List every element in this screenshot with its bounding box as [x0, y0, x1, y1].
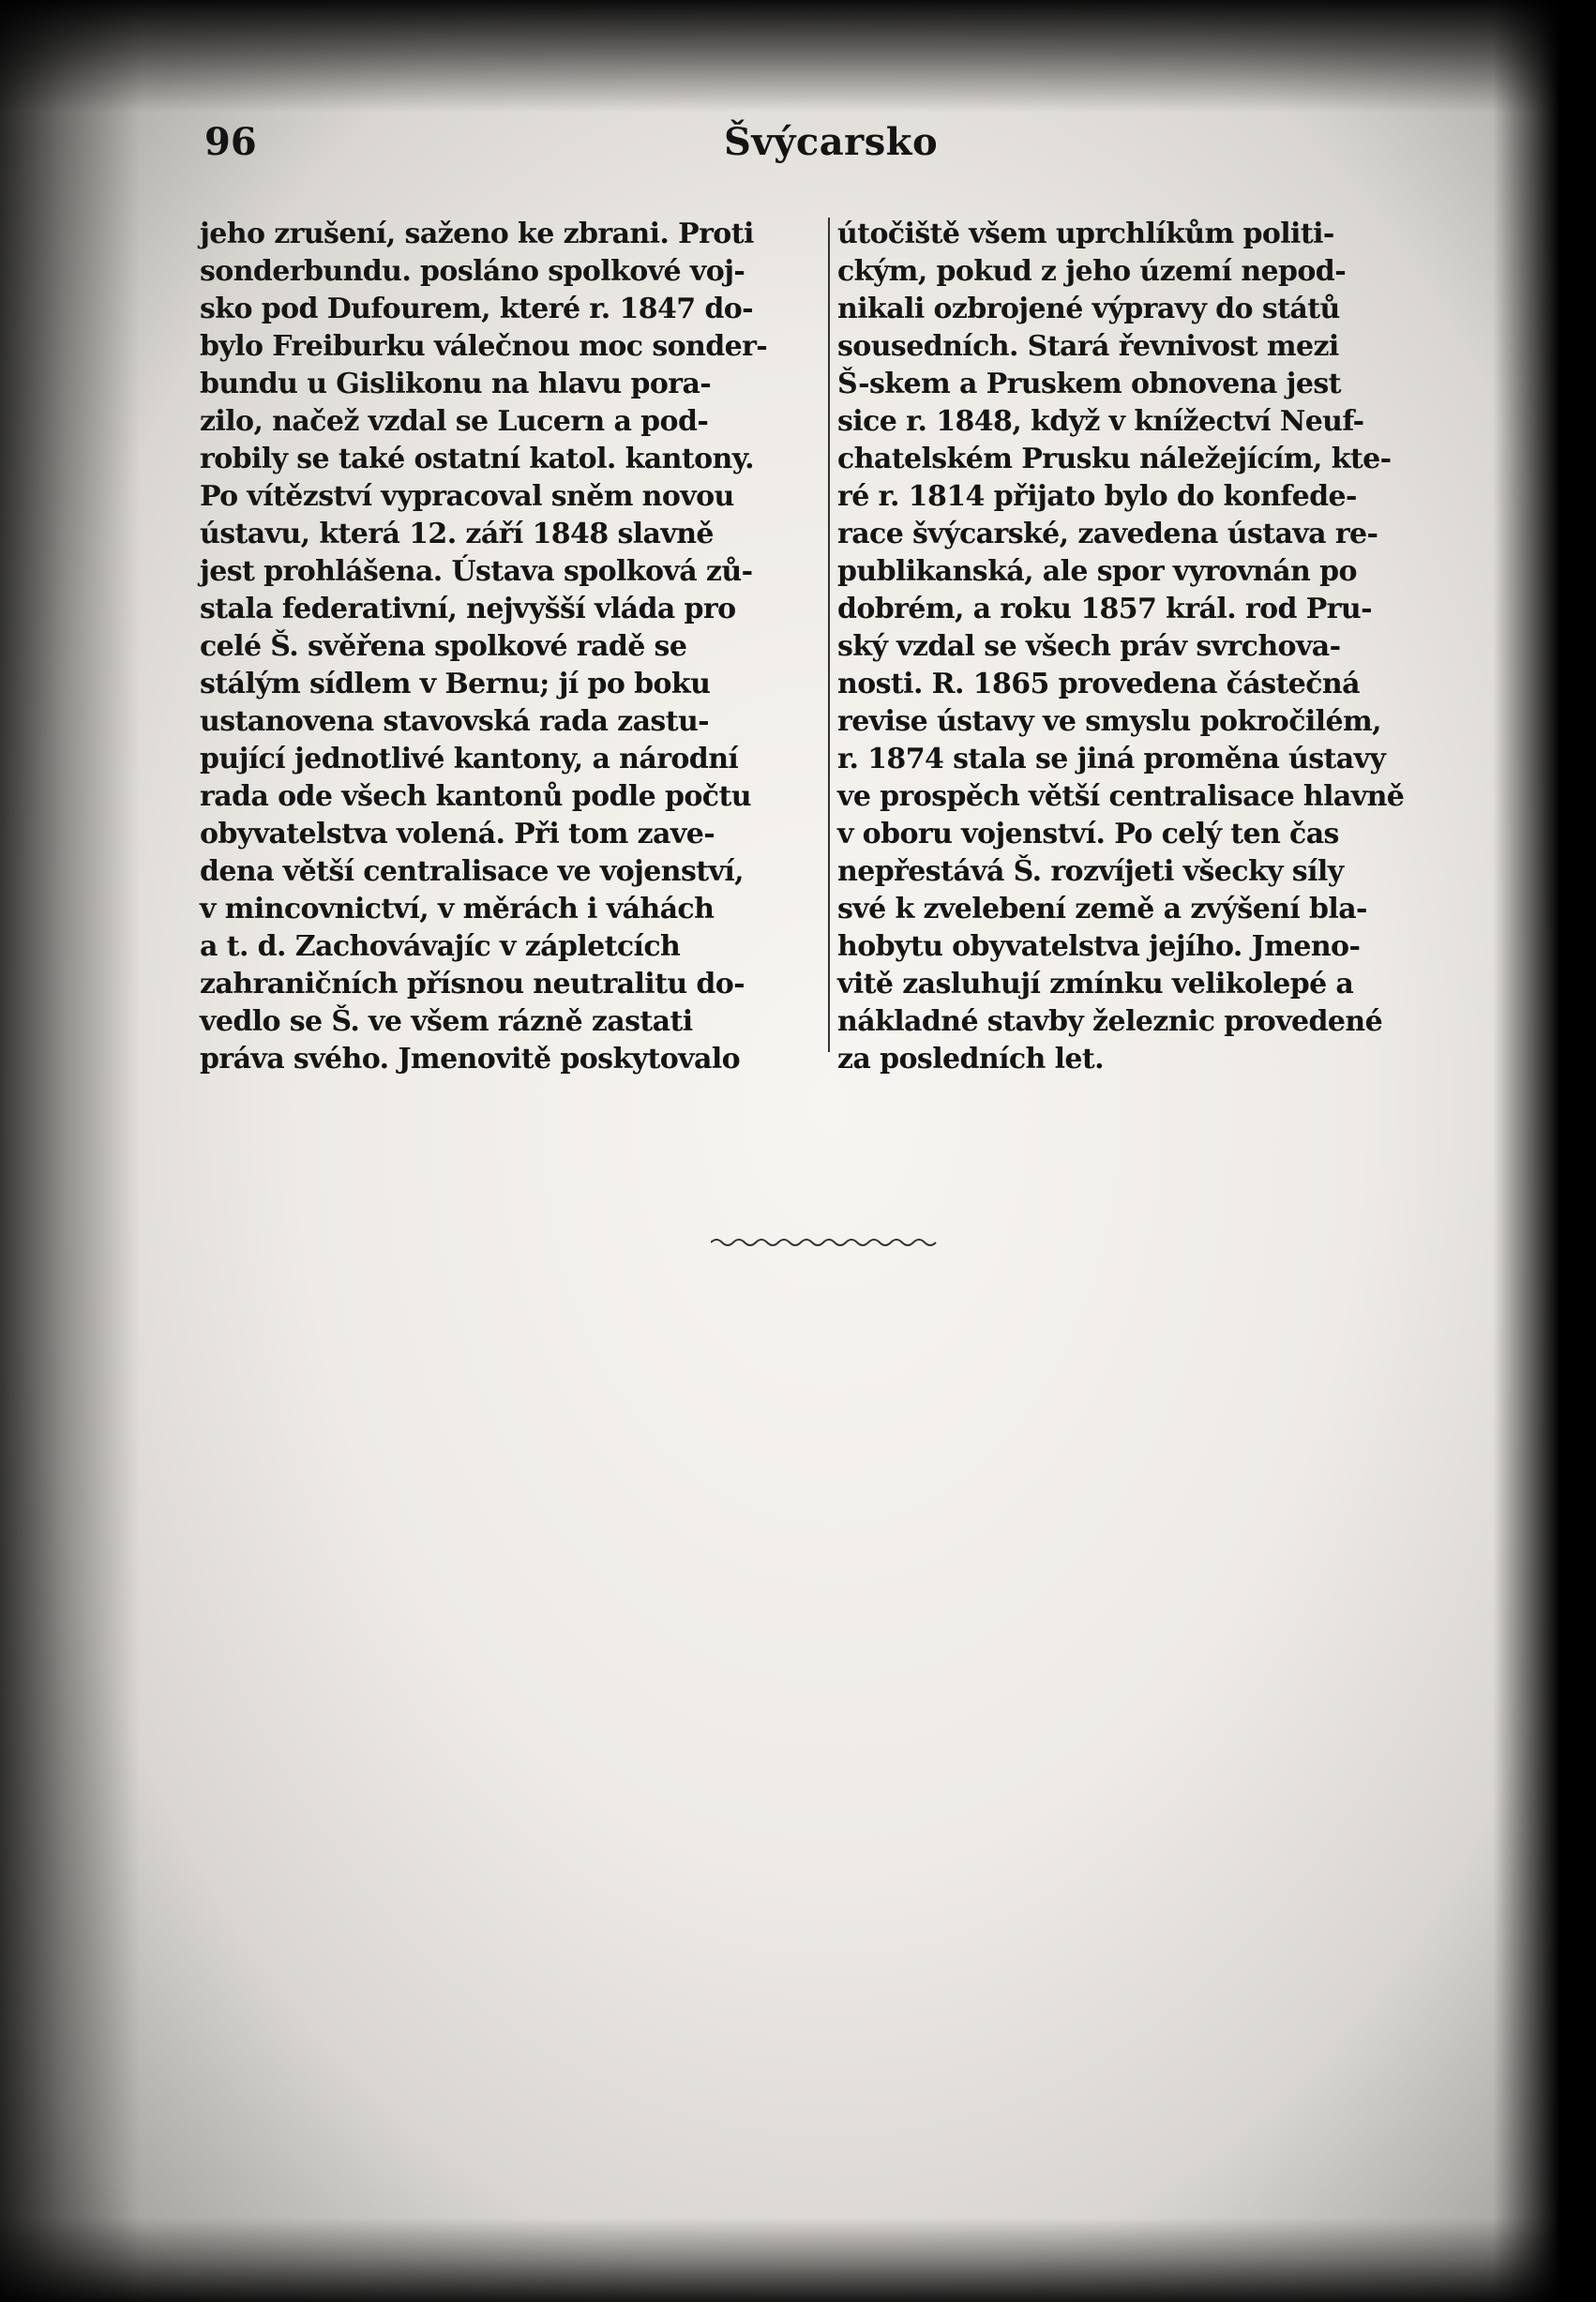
running-title: Švýcarsko [724, 120, 939, 164]
scan-shadow-top [0, 0, 1596, 113]
scan-shadow-right [1493, 0, 1596, 2302]
page-header [0, 120, 1596, 176]
wavy-end-ornament [711, 1236, 941, 1249]
right-column-text: útočiště všem uprchlíkům politi- ckým, pokud z jeho území nepod- nikali ozbrojené výpravy do států sousedních. Stará řevnivost mezi Š-skem a Pruskem obnovena jest sice r. 1848, když v knížectví Neuf- chatelském Prusku náležejícím, kte- ré r. 1814 přijato bylo do konfede- race švýcarské, zavedena ústava re- publikanská, ale spor vyrovnán po dobrém, a roku 1857 král. rod Pru- ský vzdal se všech práv svrchova- nosti. R. 1865 provedena částečná revise ústavy ve smyslu pokročilém, r. 1874 stala se jiná proměna ústavy ve prospěch větší centralisace hlavně v oboru vojenství. Po celý ten čas nepřestává Š. rozvíjeti všecky síly své k zvelebení země a zvýšení bla- hobytu obyvatelstva jejího. Jmeno- vitě zasluhují zmínku velikolepé a nákladné stavby železnic provedené za posledních let. [837, 218, 1405, 1076]
scan-shadow-bottom [0, 2218, 1596, 2302]
left-column-text: jeho zrušení, saženo ke zbrani. Proti sonderbundu. posláno spolkové voj- sko pod Dufourem, které r. 1847 do- bylo Freiburku válečnou moc sonder- bundu u Gislikonu na hlavu pora- zilo, načež vzdal se Lucern a pod- robily se také ostatní katol. kantony. Po vítězství vypracoval sněm novou ústavu, která 12. září 1848 slavně jest prohlášena. Ústava spolková zů- stala federativní, nejvyšší vláda pro celé Š. svěřena spolkové radě se stálým sídlem v Bernu; jí po boku ustanovena stavovská rada zastu- pující jednotlivé kantony, a národní rada ode všech kantonů podle počtu obyvatelstva volená. Při tom zave- dena větší centralisace ve vojenství, v mincovnictví, v měrách i váhách a t. d. Zachovávajíc v zápletcích zahraničních přísnou neutralitu do- vedlo se Š. ve všem rázně zastati práva svého. Jmenovitě poskytovalo [200, 218, 768, 1076]
page-number: 96 [204, 120, 257, 164]
scan-shadow-left [0, 0, 141, 2302]
text-columns [200, 216, 1449, 1088]
column-divider [828, 218, 830, 1052]
